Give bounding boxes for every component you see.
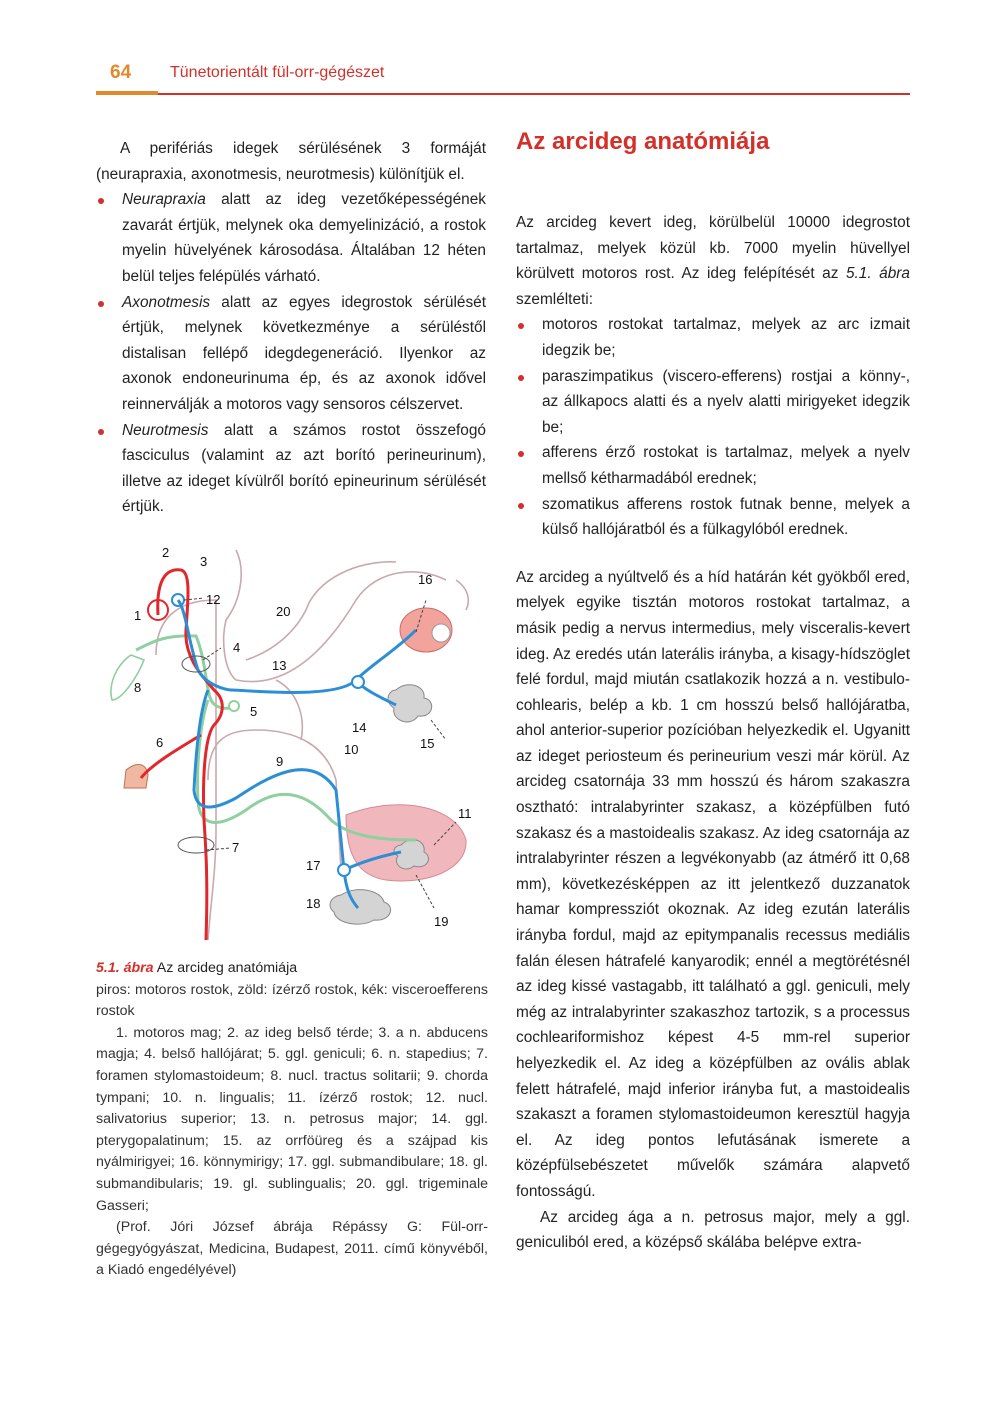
list-item: paraszimpatikus (viscero-efferens) rostjai a könny-, az állkapocs alatti és a nyelv alatti mirigyeket idegzik be; [516,364,910,441]
label-2: 2 [162,545,170,560]
figure-caption [96,958,488,1282]
caption-legend: piros: motoros rostok, zöld: ízérző rostok, kék: visceroefferens rostok [96,981,488,1020]
caption-credit: (Prof. Jóri József ábrája Répássy G: Fül-orr-gégegyógyászat, Medicina, Budapest, 2011. című könyvéből, a Kiadó engedélyével) [96,1219,488,1279]
motor-fibres [141,570,222,940]
caption-label: 5.1. ábra [96,960,154,976]
term: Neurotmesis [122,421,209,439]
label-9: 9 [276,754,284,769]
label-6: 6 [156,735,164,750]
label-16: 16 [418,572,433,587]
caption-items: 1. motoros mag; 2. az ideg belső térde; 3. a n. abducens magja; 4. belső hallójárat; 5. ggl. geniculi; 6. n. stapedius; 7. foramen stylomastoideum; 8. nucl. tractus solitarii; 9. chorda tympani; 10. n. lingualis; 11. ízérző rostok; 12. nucl. salivatorius superior; 13. n. petrosus major; 14. ggl. pterygopalatinum; 15. az orrföüreg és a szájpad kis nyálmirigyei; 16. könnymirigy; 17. ggl. submandibulare; 18. gl. submandibularis; 19. gl. sublingualis; 20. ggl. trigeminale Gasseri; [96,1024,488,1214]
paragraph: Az arcideg ága a n. petrosus major, mely a ggl. geniculiból ered, a középső skálába belépve extra- [516,1208,910,1252]
list-item: Axonotmesis alatt az egyes idegrostok sérülését értjük, melynek következménye a sérüléstől distalisan fellépő idegdegeneráció. Ilyenkor az axonok endoneurinuma ép, és az axonok idővel reinnerválják a motoros vagy sensoros célszervet. [96,290,486,418]
label-14: 14 [352,720,367,735]
label-8: 8 [134,680,142,695]
intro-paragraph: A perifériás idegek sérülésének 3 formáját (neurapraxia, axonotmesis, neurotmesis) különítjük el. [96,140,486,183]
list-item: szomatikus afferens rostok futnak benne, melyek a külső hallójáratból és a fülkagylóból erednek. [516,492,910,543]
section-heading: Az arcideg anatómiája [516,128,770,155]
gland-shape [330,890,391,925]
term: Axonotmesis [122,293,211,311]
label-17: 17 [306,858,321,873]
label-5: 5 [250,704,258,719]
list-item: motoros rostokat tartalmaz, melyek az arc izmait idegzik be; [516,312,910,363]
submandibular-ganglion-shape [338,864,350,876]
label-12: 12 [206,592,221,607]
figure-reference: 5.1. ábra [845,265,910,283]
list-item: Neurotmesis alatt a számos rostot összefogó fasciculus (valamint az azt borító perineurinum), illetve az ideget kívülről borító epineurinum sérülését értjük. [96,418,486,520]
stylomastoid-foramen-shape [178,837,214,853]
paragraph-gap [516,543,910,565]
fibre-types-list [516,312,910,542]
injury-types-list [96,187,486,520]
label-3: 3 [200,554,208,569]
term: Neurapraxia [122,191,206,209]
paragraph: Az arcideg kevert ideg, körülbelül 10000 idegrostot tartalmaz, melyek közül kb. 7000 myelin hüvellyel körülvett motoros rost. Az ideg felépítését az 5.1. ábra szemlélteti: [516,214,910,308]
right-column [516,210,910,1256]
label-20: 20 [276,604,291,619]
label-7: 7 [232,840,240,855]
label-11: 11 [458,806,472,821]
caption-heading [96,958,488,980]
label-4: 4 [233,640,241,655]
label-19: 19 [434,914,449,929]
paragraph: Az arcideg a nyúltvelő és a híd határán két gyökből ered, melyek egyike tisztán motoros rostokat tartalmaz, a másik pedig a nervus intermedius, mely visceralis-kevert ideg. Az eredés után laterális irányba, a kisagy-hídszöglet felé fordul, majd miután csatlakozik hozzá a n. vestibulo-cohlearis, belép a kb. 1 cm hosszú belső hallójáratba, ahol anterior-superior pozícióban helyezkedik el. Ugyanitt az ideget periosteum és perineurium veszi már körül. Az arcideg csatornája 33 mm hosszú és három szakaszra osztható: intralabyrinter szakasz, a középfülben futó szakasz és a mastoidealis szakasz. Az ideg csatornája az intralabyrinter részen a legvékonyabb (az átmérő itt 0,68 mm), következésképpen az itt jelentkező duzzanatok hamar kompressziót okoznak. Az ideg ezután laterális irányba fordul, majd az epitympanalis recessus mediális falán élesen hátrafelé kanyarodik; ennél a megtörétésnél az ideg kissé vastagabb, itt található a ggl. geniculi, mely még az intralabyrinter szakaszhoz tartozik, s a processus cochleariformishoz képest 4-5 mm-rel superior helyezkedik el. Az ideg a középfülben az ovális ablak felett hátrafelé, majd inferior irányba fut, a mastoidealis szakaszt a foramen stylomastoideumon keresztül hagyja el. Az ideg pontos lefutásának ismerete a középfülsebészetet művelők számára alapvető fontosságú. [516,568,910,1200]
header-rule-accent [96,91,158,95]
running-header [96,60,910,96]
list-item: afferens érző rostokat is tartalmaz, melyek a nyelv mellső kétharmadából erednek; [516,440,910,491]
label-10: 10 [344,742,359,757]
eyeball-shape [432,624,450,642]
pterygopalatine-ganglion-shape [352,676,364,688]
left-column [96,136,486,520]
label-15: 15 [420,736,435,751]
label-13: 13 [272,658,287,673]
page-number: 64 [110,62,132,83]
running-title: Tünetorientált fül-orr-gégészet [170,64,385,81]
header-rule [96,93,910,95]
caption-title: Az arcideg anatómiája [153,960,298,976]
facial-nerve-diagram [96,540,496,940]
list-item: Neurapraxia alatt az ideg vezetőképességének zavarát értjük, melynek oka demyelinizáció, a rostok myelin hüvelyének károsodása. Általában 12 héten belül teljes felépülés várható. [96,187,486,289]
facial-nerve-figure [96,540,496,940]
label-1: 1 [134,608,142,623]
geniculate-ganglion-shape [229,701,239,711]
label-18: 18 [306,896,321,911]
